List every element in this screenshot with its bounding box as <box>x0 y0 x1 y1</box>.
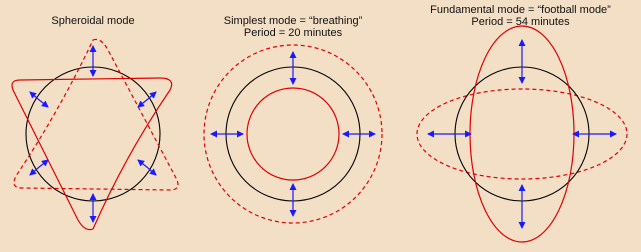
reference-circle <box>26 67 160 201</box>
panel-spheroidal <box>12 39 178 229</box>
displacement-arrows <box>428 40 616 228</box>
mode-shape-solid <box>12 78 172 230</box>
panel-football-title: Fundamental mode = “football mode” <box>430 4 611 16</box>
panel-football-period: Period = 54 minutes <box>471 16 570 28</box>
panel-breathing <box>204 45 382 223</box>
panel-breathing-period: Period = 20 minutes <box>243 27 343 39</box>
reference-circle <box>226 67 360 201</box>
panel-football <box>417 26 627 242</box>
mode-shape-solid <box>247 88 339 180</box>
displacement-arrows <box>30 46 156 222</box>
panel-breathing-title: Simplest mode = “breathing” <box>223 15 363 27</box>
displacement-arrows <box>211 52 375 216</box>
panel-spheroidal-title: Spheroidal mode <box>51 15 135 27</box>
